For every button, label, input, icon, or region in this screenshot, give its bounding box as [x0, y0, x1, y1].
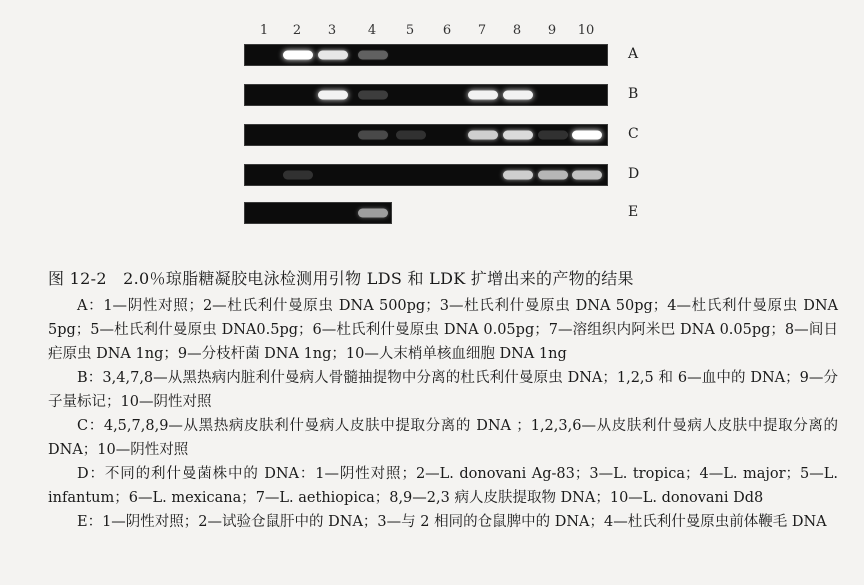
gel-band — [503, 91, 533, 100]
gel-band — [468, 91, 498, 100]
gel-panel-b — [244, 84, 608, 106]
lane-number: 1 — [259, 23, 269, 38]
legend-panel-d: D：不同的利什曼菌株中的 DNA：1—阴性对照；2—L. donovani Ag-83；3—L. tropica；4—L. major；5—L. infantum；6—L. mexicana；7—L. aethiopica；8,9—2,3 病人皮肤提取物 DNA；10—L. donovani Dd8 — [48, 466, 838, 506]
gel-band — [358, 51, 388, 60]
gel-band — [283, 171, 313, 180]
panel-label-c: C — [628, 126, 639, 142]
lane-number: 8 — [512, 23, 522, 38]
lane-number: 4 — [367, 23, 377, 38]
gel-band — [283, 51, 313, 60]
legend-panel-b: B：3,4,7,8—从黑热病内脏利什曼病人骨髓抽提物中分离的杜氏利什曼原虫 DNA；1,2,5 和 6—血中的 DNA；9—分子量标记；10—阴性对照 — [48, 370, 838, 410]
panel-label-d: D — [628, 166, 640, 182]
lane-number: 2 — [292, 23, 302, 38]
gel-band — [358, 91, 388, 100]
legend-panel-e: E：1—阴性对照；2—试验仓鼠肝中的 DNA；3—与 2 相同的仓鼠脾中的 DNA；4—杜氏利什曼原虫前体鞭毛 DNA — [77, 514, 827, 530]
panel-label-a: A — [628, 46, 639, 62]
legend-panel-c: C：4,5,7,8,9—从黑热病皮肤利什曼病人皮肤中提取分离的 DNA ；1,2,3,6—从皮肤利什曼病人皮肤中提取分离的 DNA；10—阴性对照 — [48, 418, 838, 458]
lane-number: 6 — [442, 23, 452, 38]
panel-label-e: E — [628, 204, 639, 220]
gel-band — [572, 131, 602, 140]
figure-caption: 图 12-2 2.0％琼脂糖凝胶电泳检测用引物 LDS 和 LDK 扩增出来的产物的结果 — [48, 269, 634, 288]
gel-band — [538, 131, 568, 140]
lane-numbers — [0, 23, 864, 43]
panel-label-b: B — [628, 86, 639, 102]
gel-band — [358, 131, 388, 140]
legend-panel-a: A：1—阴性对照；2—杜氏利什曼原虫 DNA 500pg；3—杜氏利什曼原虫 DNA 50pg；4—杜氏利什曼原虫 DNA 5pg；5—杜氏利什曼原虫 DNA0.5pg；6—杜氏利什曼原虫 DNA 0.05pg；7—溶组织内阿米巴 DNA 0.05pg；8—间日疟原虫 DNA 1ng；9—分枝杆菌 DNA 1ng；10—人末梢单核血细胞 DNA 1ng — [48, 298, 838, 362]
gel-band — [358, 209, 388, 218]
gel-panel-e — [244, 202, 392, 224]
gel-band — [318, 91, 348, 100]
lane-number: 5 — [405, 23, 415, 38]
gel-band — [503, 131, 533, 140]
gel-band — [468, 131, 498, 140]
gel-panel-d — [244, 164, 608, 186]
lane-number: 9 — [547, 23, 557, 38]
gel-band — [318, 51, 348, 60]
gel-band — [572, 171, 602, 180]
figure-legend — [48, 294, 838, 534]
gel-panel-a — [244, 44, 608, 66]
lane-number: 7 — [477, 23, 487, 38]
gel-panel-c — [244, 124, 608, 146]
gel-band — [503, 171, 533, 180]
gel-band — [396, 131, 426, 140]
lane-number: 10 — [577, 23, 595, 38]
lane-number: 3 — [327, 23, 337, 38]
gel-band — [538, 171, 568, 180]
